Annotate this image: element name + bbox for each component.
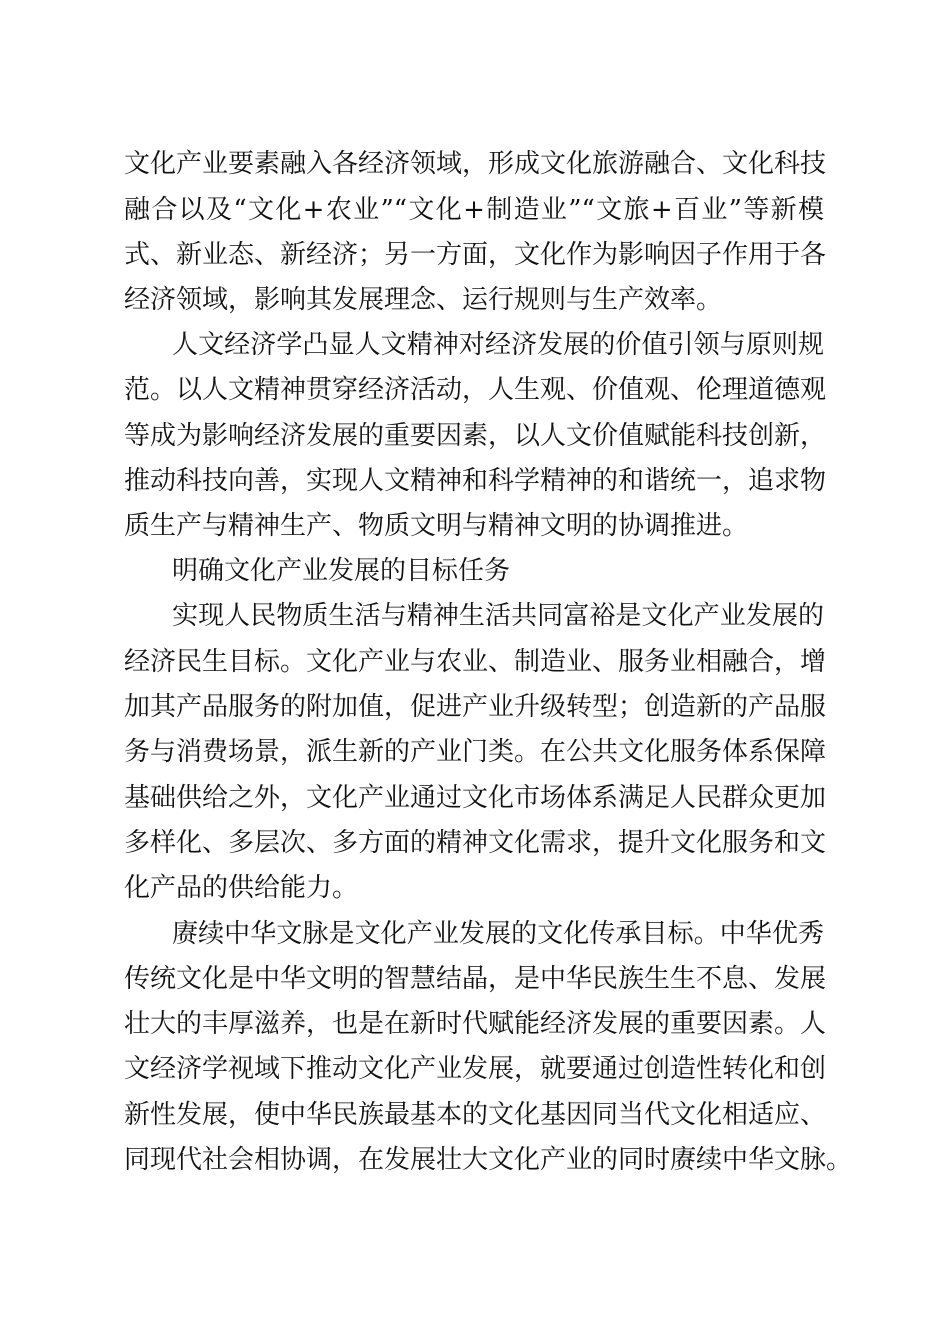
paragraph-3-line-6: 多样化、多层次、多方面的精神文化需求，提升文化服务和文 xyxy=(124,828,827,858)
paragraph-1-line-3: 式、新业态、新经济；另一方面，文化作为影响因子作用于各 xyxy=(124,240,827,270)
paragraph-2-line-2: 范。以人文精神贯穿经济活动，人生观、价值观、伦理道德观 xyxy=(124,375,827,405)
paragraph-4-line-6: 同现代社会相协调，在发展壮大文化产业的同时赓续中华文脉。 xyxy=(124,1145,853,1175)
paragraph-1-line-2: 融合以及“文化+农业”“文化+制造业”“文旅+百业”等新模 xyxy=(124,195,824,225)
paragraph-4-line-2: 传统文化是中华文明的智慧结晶，是中华民族生生不息、发展 xyxy=(124,964,827,994)
paragraph-2-line-3: 等成为影响经济发展的重要因素，以人文价值赋能科技创新， xyxy=(124,421,827,451)
paragraph-3-line-2: 经济民生目标。文化产业与农业、制造业、服务业相融合，增 xyxy=(124,647,827,677)
paragraph-3-line-7: 化产品的供给能力。 xyxy=(124,873,359,903)
paragraph-3-line-1: 实现人民物质生活与精神生活共同富裕是文化产业发展的 xyxy=(172,601,824,631)
paragraph-1-line-4: 经济领域，影响其发展理念、运行规则与生产效率。 xyxy=(124,285,723,315)
paragraph-2-line-5: 质生产与精神生产、物质文明与精神文明的协调推进。 xyxy=(124,511,749,541)
paragraph-3-line-4: 务与消费场景，派生新的产业门类。在公共文化服务体系保障 xyxy=(124,737,827,767)
paragraph-4-line-1: 赓续中华文脉是文化产业发展的文化传承目标。中华优秀 xyxy=(172,919,824,949)
paragraph-1-line-1: 文化产业要素融入各经济领域，形成文化旅游融合、文化科技 xyxy=(124,149,827,179)
paragraph-3-line-5: 基础供给之外，文化产业通过文化市场体系满足人民群众更加 xyxy=(124,783,827,813)
paragraph-4-line-3: 壮大的丰厚滋养，也是在新时代赋能经济发展的重要因素。人 xyxy=(124,1009,827,1039)
paragraph-2-line-4: 推动科技向善，实现人文精神和科学精神的和谐统一，追求物 xyxy=(124,466,827,496)
paragraph-3-line-3: 加其产品服务的附加值，促进产业升级转型；创造新的产品服 xyxy=(124,692,827,722)
paragraph-2-line-1: 人文经济学凸显人文精神对经济发展的价值引领与原则规 xyxy=(172,330,824,360)
section-heading: 明确文化产业发展的目标任务 xyxy=(172,556,511,586)
paragraph-4-line-5: 新性发展，使中华民族最基本的文化基因同当代文化相适应、 xyxy=(124,1100,827,1130)
paragraph-4-line-4: 文经济学视域下推动文化产业发展，就要通过创造性转化和创 xyxy=(124,1054,827,1084)
